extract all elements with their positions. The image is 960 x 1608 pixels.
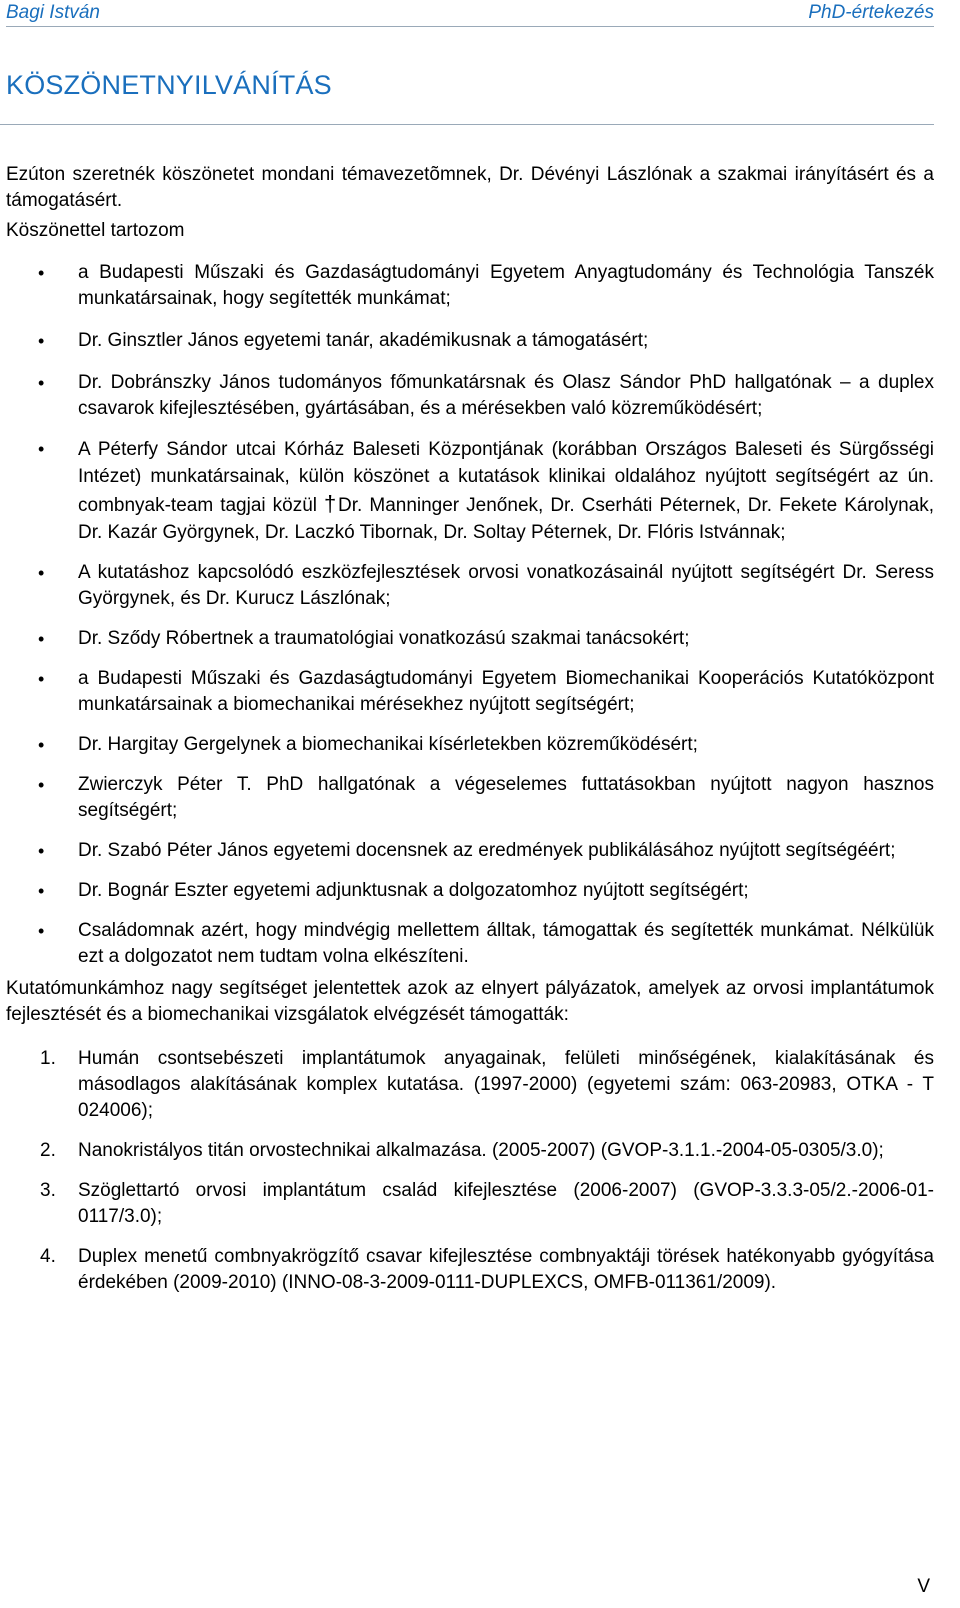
list-item: • Dr. Hargitay Gergelynek a biomechanikai kísérletekben közreműködésért;: [6, 732, 934, 758]
grant-number: 2.: [40, 1140, 56, 1161]
list-item-text-tail: Dr. Manninger Jenőnek, Dr. Cserháti Péternek, Dr. Fekete Károlynak, Dr. Kazár Györgynek, Dr. Laczkó Tibornak, Dr. Soltay Péternek, Dr. Flóris Istvánnak;: [78, 495, 934, 543]
grant-text: Humán csontsebészeti implantátumok anyagainak, felületi minőségének, kialakításának és másodlagos alakításának komplex kutatása. (1997-2000) (egyetemi szám: 063-20983, OTKA - T 024006);: [78, 1048, 934, 1121]
list-item: • Zwierczyk Péter T. PhD hallgatónak a végeselemes futtatásokban nyújtott nagyon hasznos segítségért;: [6, 772, 934, 824]
grant-text: Duplex menetű combnyakrögzítő csavar kifejlesztése combnyaktáji törések hatékonyabb gyógyítása érdekében (2009-2010) (INNO-08-3-2009-0111-DUPLEXCS, OMFB-011361/2009).: [78, 1246, 934, 1293]
list-item: • a Budapesti Műszaki és Gazdaságtudományi Egyetem Biomechanikai Kooperációs Kutatóközpont munkatársainak a biomechanikai mérésekhez nyújtott segítségért;: [6, 666, 934, 718]
list-item: • Dr. Sződy Róbertnek a traumatológiai vonatkozású szakmai tanácsokért;: [6, 626, 934, 652]
grant-item: [6, 1138, 934, 1164]
list-item: • Dr. Bognár Eszter egyetemi adjunktusnak a dolgozatomhoz nyújtott segítségért;: [6, 878, 934, 904]
header-author: Bagi István: [6, 2, 100, 23]
list-item: • Családomnak azért, hogy mindvégig mellettem álltak, támogattak és segítették munkámat. Nélkülük ezt a dolgozatot nem tudtam volna elkészíteni.: [6, 918, 934, 970]
grant-number: 3.: [40, 1180, 56, 1201]
page-title: KÖSZÖNETNYILVÁNÍTÁS: [6, 70, 332, 100]
document-body: [6, 162, 934, 1296]
deceased-cross: †: [324, 491, 339, 516]
grant-item: [6, 1046, 934, 1124]
page-header: [6, 0, 934, 27]
list-item: • Dr. Dobránszky János tudományos főmunkatársnak és Olasz Sándor PhD hallgatónak – a duplex csavarok kifejlesztésében, gyártásában, és a mérésekben való közreműködésért;: [6, 370, 934, 422]
grant-number: 1.: [40, 1048, 56, 1069]
list-item: • Dr. Szabó Péter János egyetemi docensnek az eredmények publikálásához nyújtott segítségéért;: [6, 838, 934, 864]
list-item: • a Budapesti Műszaki és Gazdaságtudományi Egyetem Anyagtudomány és Technológia Tanszék munkatársainak, hogy segítették munkámat;: [6, 260, 934, 312]
grants-intro-paragraph: Kutatómunkámhoz nagy segítséget jelentettek azok az elnyert pályázatok, amelyek az orvosi implantátumok fejlesztését és a biomechanikai vizsgálatok elvégzését támogatták:: [6, 978, 934, 1025]
grant-item: [6, 1244, 934, 1296]
list-item: • Dr. Ginsztler János egyetemi tanár, akadémikusnak a támogatásért;: [6, 328, 934, 354]
list-item: • A kutatáshoz kapcsolódó eszközfejlesztések orvosi vonatkozásainál nyújtott segítségért Dr. Seress Györgynek, és Dr. Kurucz Lászlónak;: [6, 560, 934, 612]
grant-text: Nanokristályos titán orvostechnikai alkalmazása. (2005-2007) (GVOP-3.1.1.-2004-05-0305/3.0);: [78, 1140, 884, 1161]
title-divider: [0, 124, 934, 125]
intro-paragraph: Ezúton szeretnék köszönetet mondani témavezetõmnek, Dr. Dévényi Lászlónak a szakmai irányításért és a támogatásért.: [6, 164, 934, 211]
header-doc-type: PhD-értekezés: [808, 2, 934, 23]
grant-list: [6, 1046, 934, 1296]
acknowledgement-list: [6, 260, 934, 970]
grant-item: [6, 1178, 934, 1230]
grant-number: 4.: [40, 1246, 56, 1267]
grant-text: Szöglettartó orvosi implantátum család kifejlesztése (2006-2007) (GVOP-3.3.3-05/2.-2006-01-0117/3.0);: [78, 1180, 934, 1227]
list-item: [6, 436, 934, 546]
thanks-lead: Köszönettel tartozom: [6, 220, 185, 241]
page-number: V: [917, 1576, 930, 1597]
list-item-text: A Péterfy Sándor utcai Kórház Baleseti Központjának (korábban Országos Baleseti és Sürgősségi Intézet) munkatársainak, külön köszönet a kutatások klinikai oldalához nyújtott segítségért az ún. combnyak-team tagjai közül: [78, 439, 934, 516]
